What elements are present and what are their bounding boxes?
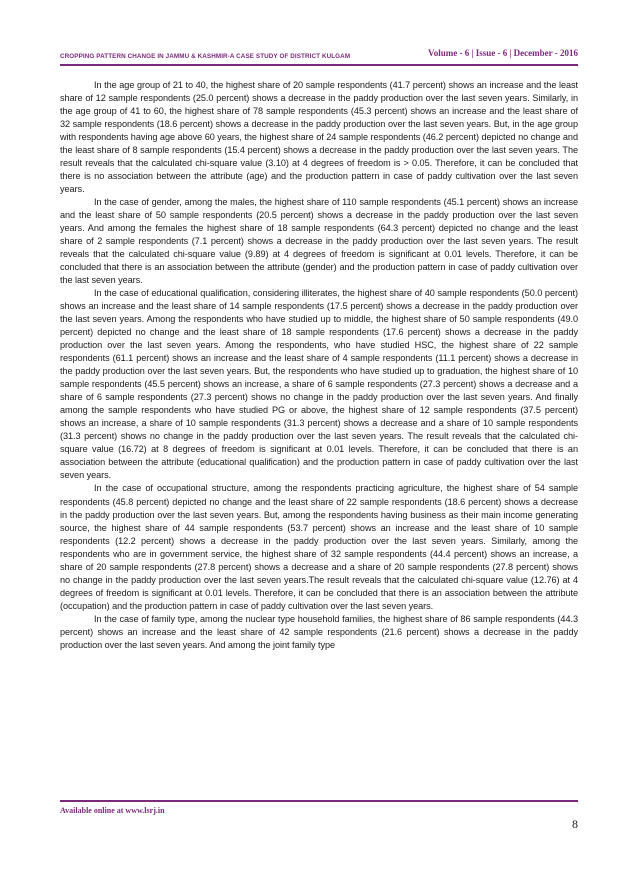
availability-link[interactable]: Available online at www.lsrj.in <box>60 806 165 815</box>
paragraph-education: In the case of educational qualification, considering illiterates, the highest share of 40 sample respondents (50.0 percent) shows an increase and the least share of 14 sample respondents (17.5 percent) shows a decrease in the paddy production over the last seven years. Among the respondents who have studied up to middle, the highest share of 50 sample respondents (49.0 percent) depicted no change and the least share of 18 sample respondents (17.6 percent) shows a decrease in the paddy production over the last seven years. Among the respondents, who have studied HSC, the highest share of 22 sample respondents (61.1 percent) shows an increase and the least share of 4 sample respondents (11.1 percent) shows a decrease in the paddy production over the last seven years. But, the respondents who have studied up to graduation, the highest share of 10 sample respondents (45.5 percent) shows an increase, a share of 6 sample respondents (27.3 percent) shows a decrease and a share of 6 sample respondents (27.3 percent) shows no change in the paddy production over the last seven years. And finally among the sample respondents who have studied PG or above, the highest share of 12 sample respondents (37.5 percent) shows an increase, a share of 10 sample respondents (31.3 percent) shows a decrease and a share of 10 sample respondents (31.3 percent) shows no change in the paddy production over the last seven years. The result reveals that the calculated chi-square value (16.72) at 8 degrees of freedom is significant at 0.01 levels. Therefore, it can be concluded that there is an association between the attribute (educational qualification) and the production pattern in case of paddy cultivation over the last seven years. <box>60 288 578 481</box>
footer-rule <box>60 800 578 802</box>
paragraph-age: In the age group of 21 to 40, the highest share of 20 sample respondents (41.7 percent) shows an increase and the least share of 12 sample respondents (25.0 percent) shows a decrease in the paddy production over the last seven years. Similarly, in the age group of 41 to 60, the highest share of 78 sample respondents (45.3 percent) shows an increase and the least share of 32 sample respondents (18.6 percent) shows a decrease in the paddy production over the last seven years. But, in the age group with respondents having age above 60 years, the highest share of 24 sample respondents (46.2 percent) depicted no change and the least share of 8 sample respondents (15.4 percent) shows a decrease in the paddy production over the last seven years. The result reveals that the calculated chi-square value (3.10) at 4 degrees of freedom is > 0.05. Therefore, it can be concluded that there is no association between the attribute (age) and the production pattern in case of paddy cultivation over the last seven years. <box>60 80 578 195</box>
body-text <box>60 79 578 652</box>
paragraph-family-type: In the case of family type, among the nuclear type household families, the highest share of 86 sample respondents (44.3 percent) shows an increase and the least share of 42 sample respondents (21.6 percent) shows a decrease in the paddy production over the last seven years. And among the joint family type <box>60 613 578 650</box>
issue-info: Volume - 6 | Issue - 6 | December - 2016 <box>428 48 578 58</box>
running-title: CROPPING PATTERN CHANGE IN JAMMU & KASHMIR-A CASE STUDY OF DISTRICT KULGAM <box>60 53 351 60</box>
header-rule <box>60 64 578 66</box>
page-number: 8 <box>572 817 578 831</box>
paragraph-gender: In the case of gender, among the males, the highest share of 110 sample respondents (45.1 percent) shows an increase and the least share of 50 sample respondents (20.5 percent) shows a decrease in the paddy production over the last seven years. And among the females the highest share of 18 sample respondents (64.3 percent) depicted no change and the least share of 2 sample respondents (7.1 percent) shows a decrease in the paddy production over the last seven years. The result reveals that the calculated chi-square value (9.89) at 4 degrees of freedom is significant at 0.01 levels. Therefore, it can be concluded that there is an association between the attribute (gender) and the production pattern in case of paddy cultivation over the last seven years. <box>60 197 578 286</box>
paragraph-occupation: In the case of occupational structure, among the respondents practicing agriculture, the highest share of 54 sample respondents (45.8 percent) depicted no change and the least share of 22 sample respondents (18.6 percent) shows a decrease in the paddy production over the last seven years. But, among the respondents having business as their main income generating source, the highest share of 44 sample respondents (53.7 percent) shows an increase and the least share of 10 sample respondents (12.2 percent) shows a decrease in the paddy production over the last seven years. Similarly, among the respondents who are in government service, the highest share of 32 sample respondents (44.4 percent) shows an increase, a share of 20 sample respondents (27.8 percent) shows a decrease and a share of 20 sample respondents (27.8 percent) shows no change in the paddy production over the last seven years.The result reveals that the calculated chi-square value (12.76) at 4 degrees of freedom is significant at 0.01 levels. Therefore, it can be concluded that there is an association between the attribute (occupation) and the production pattern in case of paddy cultivation over the last seven years. <box>60 483 578 611</box>
